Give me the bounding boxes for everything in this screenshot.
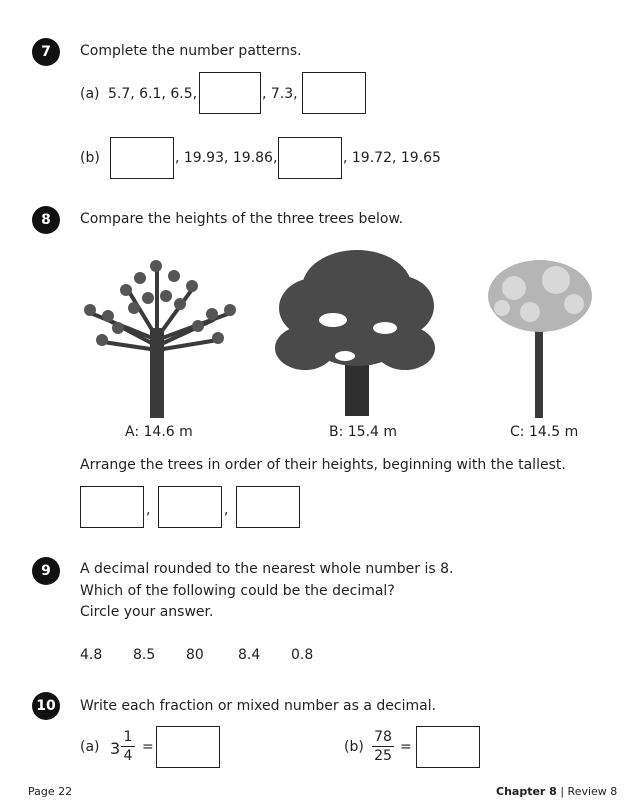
tree-b-label: B: 15.4 m [329, 424, 398, 440]
q7b-label: (b) [80, 150, 100, 166]
q10a-equals: = [142, 739, 154, 755]
q9-option-1[interactable]: 4.8 [80, 647, 103, 663]
q8-answer-box-2[interactable] [158, 486, 222, 528]
question-7-number: 7 [32, 38, 60, 66]
q8-answer-box-1[interactable] [80, 486, 144, 528]
question-8-number: 8 [32, 206, 60, 234]
footer-divider: | [560, 785, 565, 798]
tree-c-label: C: 14.5 m [510, 424, 579, 440]
question-10-number: 10 [32, 692, 60, 720]
page-number: Page 22 [28, 785, 73, 798]
apple-tree-icon [78, 250, 242, 418]
chapter-footer [496, 785, 617, 798]
q10b-equals: = [400, 739, 412, 755]
oak-tree-icon [275, 248, 437, 416]
blossom-tree-icon [484, 256, 596, 418]
q9-option-5[interactable]: 0.8 [291, 647, 314, 663]
fraction-bar [121, 746, 135, 747]
question-7-prompt: Complete the number patterns. [80, 43, 302, 59]
question-8-prompt: Compare the heights of the three trees below. [80, 211, 404, 227]
q8-answer-box-3[interactable] [236, 486, 300, 528]
q7a-answer-box-2[interactable] [302, 72, 366, 114]
q8-separator-1: , [146, 502, 151, 518]
q7a-answer-box-1[interactable] [199, 72, 261, 114]
q7b-answer-box-2[interactable] [278, 137, 342, 179]
q10a-label: (a) [80, 739, 100, 755]
q10b-fraction [372, 729, 394, 764]
q8-separator-2: , [224, 502, 229, 518]
question-8-instruction: Arrange the trees in order of their heights, beginning with the tallest. [80, 457, 566, 473]
fraction-bar [372, 746, 394, 747]
q7a-sequence-mid: , 7.3, [262, 86, 298, 102]
q10b-denominator: 25 [374, 748, 392, 764]
question-9-line-3: Circle your answer. [80, 604, 214, 620]
q10a-answer-box[interactable] [156, 726, 220, 768]
q7a-sequence-start: 5.7, 6.1, 6.5, [108, 86, 198, 102]
q7b-sequence-mid: , 19.93, 19.86, [175, 150, 278, 166]
q9-option-2[interactable]: 8.5 [133, 647, 156, 663]
q10b-answer-box[interactable] [416, 726, 480, 768]
chapter-label: Chapter 8 [496, 785, 557, 798]
q7b-sequence-end: , 19.72, 19.65 [343, 150, 441, 166]
review-label: Review 8 [567, 785, 618, 798]
question-10-prompt: Write each fraction or mixed number as a decimal. [80, 698, 437, 714]
q9-option-3[interactable]: 80 [186, 647, 204, 663]
q10b-label: (b) [344, 739, 364, 755]
question-9-line-1: A decimal rounded to the nearest whole number is 8. [80, 561, 454, 577]
q10a-fraction [121, 729, 135, 764]
q9-option-4[interactable]: 8.4 [238, 647, 261, 663]
q10a-whole: 3 [110, 739, 121, 758]
q10a-denominator: 4 [123, 748, 133, 764]
question-9-line-2: Which of the following could be the decimal? [80, 583, 395, 599]
q10a-numerator: 1 [123, 729, 133, 745]
question-9-number: 9 [32, 557, 60, 585]
q7b-answer-box-1[interactable] [110, 137, 174, 179]
q10b-numerator: 78 [374, 729, 392, 745]
q7a-label: (a) [80, 86, 100, 102]
tree-a-label: A: 14.6 m [125, 424, 193, 440]
